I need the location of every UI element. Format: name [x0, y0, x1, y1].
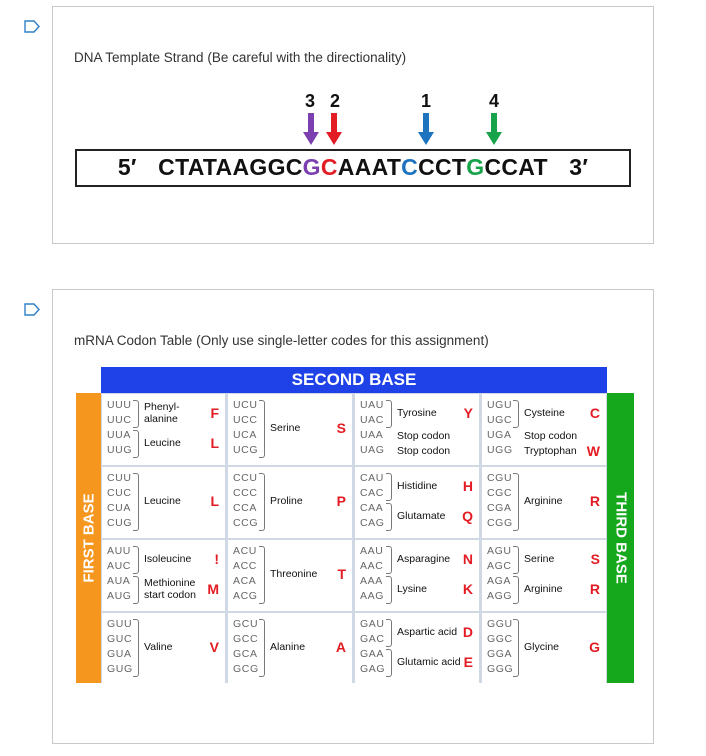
- codon: UUU: [107, 399, 132, 411]
- codon: ACA: [233, 575, 257, 587]
- amino-acid-name-line: Aspartic acid: [397, 626, 458, 638]
- amino-acid-name: [270, 422, 300, 434]
- amino-acid-letter: Y: [463, 405, 473, 421]
- codon: ACU: [233, 545, 257, 557]
- codon-cell: [102, 540, 225, 611]
- amino-acid-name: [397, 407, 437, 419]
- bracket: [386, 619, 392, 647]
- amino-acid-name-line: Alanine: [270, 641, 306, 653]
- amino-acid-name-line: Arginine: [524, 495, 563, 507]
- amino-acid-letter: D: [462, 624, 473, 640]
- codon: UUC: [107, 414, 132, 426]
- codon: UGA: [487, 429, 512, 441]
- amino-acid-name: [397, 510, 445, 522]
- codon: GAA: [360, 648, 384, 660]
- amino-acid-letter: V: [209, 639, 219, 655]
- marker-number-1: 1: [421, 91, 432, 111]
- codon-table: [76, 367, 634, 683]
- codon: AAU: [360, 545, 384, 557]
- bracket: [513, 576, 519, 604]
- sequence-segment: C: [401, 154, 419, 180]
- bracket: [259, 619, 265, 677]
- codon: GGU: [487, 618, 513, 630]
- codon-cell: [355, 467, 479, 538]
- amino-acid-name-line: start codon: [144, 589, 196, 601]
- codon-cell: [482, 467, 606, 538]
- codon-grid: [101, 393, 607, 683]
- bracket: [386, 576, 392, 604]
- amino-acid-name: [397, 656, 461, 668]
- codon-cell: [228, 467, 352, 538]
- first-base-label: FIRST BASE: [80, 493, 97, 583]
- bracket: [133, 576, 139, 604]
- question-card-dna: [52, 6, 654, 244]
- amino-acid-name-line: Arginine: [524, 583, 563, 595]
- amino-acid-name-line: alanine: [144, 413, 178, 425]
- amino-acid-letter: W: [586, 442, 600, 459]
- amino-acid-name: [397, 583, 427, 595]
- question-marker-icon: [24, 303, 40, 316]
- codon-cell: [355, 613, 479, 684]
- amino-acid-name-line: Histidine: [397, 480, 438, 492]
- amino-acid-letter: G: [589, 639, 600, 655]
- bracket: [133, 430, 139, 458]
- codon: AGA: [487, 575, 511, 587]
- sequence-segment: AAAT: [337, 154, 402, 180]
- first-base-band: [76, 393, 101, 683]
- amino-acid-name: [397, 480, 437, 492]
- sequence-segment: CCAT: [484, 154, 548, 180]
- codon-cell: [482, 540, 606, 611]
- codon-cell: [228, 540, 352, 611]
- amino-acid-name: [397, 430, 450, 442]
- amino-acid-name-line: Lysine: [397, 583, 427, 595]
- down-arrow-icon: [303, 113, 319, 145]
- amino-acid-name-line: Isoleucine: [144, 553, 192, 565]
- amino-acid-name: [144, 401, 180, 425]
- codon-cell: [355, 540, 479, 611]
- codon: GAU: [360, 618, 385, 630]
- amino-acid-name: [144, 641, 172, 653]
- codon: GUA: [107, 648, 132, 660]
- codon: GCA: [233, 648, 258, 660]
- codon-cell: [482, 394, 606, 465]
- codon: AUG: [107, 590, 132, 602]
- amino-acid-letter: Q: [462, 508, 473, 524]
- sequence-segment: C: [320, 154, 338, 180]
- amino-acid-letter: S: [336, 420, 346, 436]
- amino-acid-name-line: Phenyl-: [144, 401, 180, 413]
- codon: ACG: [233, 590, 258, 602]
- codon: GUG: [107, 663, 133, 675]
- bracket: [259, 546, 265, 604]
- codon: CAU: [360, 472, 384, 484]
- codon: ACC: [233, 560, 257, 572]
- third-base-label: THIRD BASE: [612, 492, 629, 584]
- codon: UCA: [233, 429, 257, 441]
- three-prime-label: 3′: [569, 154, 589, 180]
- down-arrow-icon: [418, 113, 434, 145]
- codon: GAG: [360, 663, 386, 675]
- amino-acid-name-line: Serine: [524, 553, 555, 565]
- amino-acid-name: [270, 495, 303, 507]
- bracket: [259, 400, 265, 458]
- codon: CCA: [233, 502, 257, 514]
- codon: AUU: [107, 545, 131, 557]
- sequence-segment: CTATAAGGC: [158, 154, 303, 180]
- codon: CAA: [360, 502, 384, 514]
- down-arrow-icon: [486, 113, 502, 145]
- codon: CUU: [107, 472, 132, 484]
- amino-acid-name-line: Threonine: [270, 568, 318, 580]
- codon: AUA: [107, 575, 131, 587]
- down-arrow-icon: [326, 113, 342, 145]
- codon: AGU: [487, 545, 512, 557]
- sequence-bases: [158, 154, 548, 180]
- second-base-header: SECOND BASE: [101, 367, 607, 393]
- sequence-segment: G: [302, 154, 321, 180]
- codon: UAG: [360, 444, 385, 456]
- amino-acid-letter: H: [462, 478, 473, 494]
- amino-acid-letter: L: [210, 493, 219, 509]
- codon: GCC: [233, 633, 259, 645]
- codon: CUA: [107, 502, 131, 514]
- amino-acid-letter: S: [590, 551, 600, 567]
- dna-sequence: [77, 154, 629, 181]
- codon: GGC: [487, 633, 513, 645]
- codon: UAA: [360, 429, 384, 441]
- codon-cell: [228, 394, 352, 465]
- codon-cell: [355, 394, 479, 465]
- amino-acid-name: [524, 583, 563, 595]
- codon: UCC: [233, 414, 258, 426]
- amino-acid-name: [397, 626, 457, 638]
- amino-acid-name-line: Methionine: [144, 577, 196, 589]
- amino-acid-name-line: Cysteine: [524, 407, 565, 419]
- amino-acid-name: [144, 495, 181, 507]
- bracket: [386, 503, 392, 531]
- bracket: [133, 619, 139, 677]
- amino-acid-letter: E: [463, 654, 473, 670]
- bracket: [133, 473, 139, 531]
- codon: GCG: [233, 663, 259, 675]
- amino-acid-name-line: Valine: [144, 641, 173, 653]
- codon: UAU: [360, 399, 384, 411]
- amino-acid-name-line: Serine: [270, 422, 301, 434]
- codon: GUC: [107, 633, 133, 645]
- amino-acid-name-line: Stop codon: [397, 429, 451, 442]
- bracket: [386, 473, 392, 501]
- codon: GGG: [487, 663, 514, 675]
- amino-acid-name: [524, 445, 577, 457]
- amino-acid-name: [524, 495, 563, 507]
- codon: UGU: [487, 399, 513, 411]
- marker-number-4: 4: [489, 91, 500, 111]
- bracket: [513, 546, 519, 574]
- codon: AGG: [487, 590, 513, 602]
- amino-acid-name: [270, 568, 317, 580]
- codon: CUC: [107, 487, 132, 499]
- codon: AAC: [360, 560, 384, 572]
- codon-cell: [102, 467, 225, 538]
- codon: CAG: [360, 517, 385, 529]
- dna-strand-box: [75, 149, 631, 187]
- codon-prompt: mRNA Codon Table (Only use single-letter codes for this assignment): [74, 333, 489, 348]
- bracket: [513, 619, 519, 677]
- bracket: [133, 546, 139, 574]
- codon: GUU: [107, 618, 133, 630]
- amino-acid-name: [144, 577, 196, 601]
- bracket: [386, 649, 392, 677]
- bracket: [386, 546, 392, 574]
- amino-acid-name-line: Tryptophan: [524, 444, 577, 457]
- amino-acid-name-line: Leucine: [144, 495, 181, 507]
- codon: CAC: [360, 487, 384, 499]
- amino-acid-name-line: Proline: [270, 495, 303, 507]
- codon: UAC: [360, 414, 384, 426]
- amino-acid-letter: M: [207, 581, 219, 597]
- codon: CCU: [233, 472, 258, 484]
- codon: UUG: [107, 444, 133, 456]
- amino-acid-name-line: Stop codon: [524, 429, 578, 442]
- amino-acid-letter: K: [462, 581, 473, 597]
- amino-acid-letter: R: [589, 581, 600, 597]
- amino-acid-name-line: Glycine: [524, 641, 560, 653]
- codon: CGG: [487, 517, 513, 529]
- dna-prompt: DNA Template Strand (Be careful with the directionality): [74, 50, 407, 65]
- amino-acid-name: [524, 407, 565, 419]
- amino-acid-name-line: Leucine: [144, 437, 181, 449]
- amino-acid-name-line: Tyrosine: [397, 407, 437, 419]
- amino-acid-letter: P: [336, 493, 346, 509]
- question-card-codon: [52, 289, 654, 744]
- codon: CGA: [487, 502, 512, 514]
- third-base-band: [607, 393, 634, 683]
- amino-acid-name: [524, 553, 554, 565]
- codon: GCU: [233, 618, 259, 630]
- bracket: [259, 473, 265, 531]
- codon: AUC: [107, 560, 131, 572]
- codon: CGC: [487, 487, 513, 499]
- amino-acid-name: [270, 641, 305, 653]
- codon: AGC: [487, 560, 512, 572]
- bracket: [133, 400, 139, 428]
- marker-number-3: 3: [305, 91, 316, 111]
- amino-acid-letter: !: [214, 551, 219, 567]
- codon: AAG: [360, 590, 384, 602]
- amino-acid-letter: L: [210, 435, 219, 451]
- amino-acid-name-line: Stop codon: [397, 444, 451, 457]
- bracket: [386, 400, 392, 428]
- codon-cell: [482, 613, 606, 684]
- codon-cell: [102, 613, 225, 684]
- amino-acid-name-line: Asparagine: [397, 553, 451, 565]
- amino-acid-name: [524, 430, 577, 442]
- amino-acid-letter: A: [335, 639, 346, 655]
- codon: UUA: [107, 429, 131, 441]
- amino-acid-letter: F: [210, 405, 219, 421]
- five-prime-label: 5′: [117, 154, 137, 180]
- sequence-segment: G: [466, 154, 485, 180]
- marker-number-2: 2: [330, 91, 341, 111]
- amino-acid-name: [144, 553, 191, 565]
- question-marker-icon: [24, 20, 40, 33]
- amino-acid-letter: N: [462, 551, 473, 567]
- amino-acid-name-line: Glutamate: [397, 510, 446, 522]
- codon: UGC: [487, 414, 513, 426]
- codon: CCC: [233, 487, 258, 499]
- codon: UGG: [487, 444, 513, 456]
- amino-acid-name: [397, 553, 450, 565]
- codon: UCG: [233, 444, 259, 456]
- codon-cell: [228, 613, 352, 684]
- amino-acid-name-line: Glutamic acid: [397, 656, 461, 668]
- amino-acid-letter: R: [589, 493, 600, 509]
- amino-acid-name: [144, 437, 181, 449]
- codon: CCG: [233, 517, 259, 529]
- amino-acid-name: [524, 641, 559, 653]
- sequence-segment: CCT: [418, 154, 467, 180]
- codon-cell: [102, 394, 225, 465]
- amino-acid-letter: T: [337, 566, 346, 582]
- codon: CGU: [487, 472, 513, 484]
- amino-acid-letter: C: [589, 405, 600, 421]
- codon: AAA: [360, 575, 383, 587]
- amino-acid-name: [397, 445, 450, 457]
- codon: GGA: [487, 648, 513, 660]
- codon: GAC: [360, 633, 385, 645]
- bracket: [513, 400, 519, 428]
- bracket: [513, 473, 519, 531]
- codon: UCU: [233, 399, 258, 411]
- codon: CUG: [107, 517, 133, 529]
